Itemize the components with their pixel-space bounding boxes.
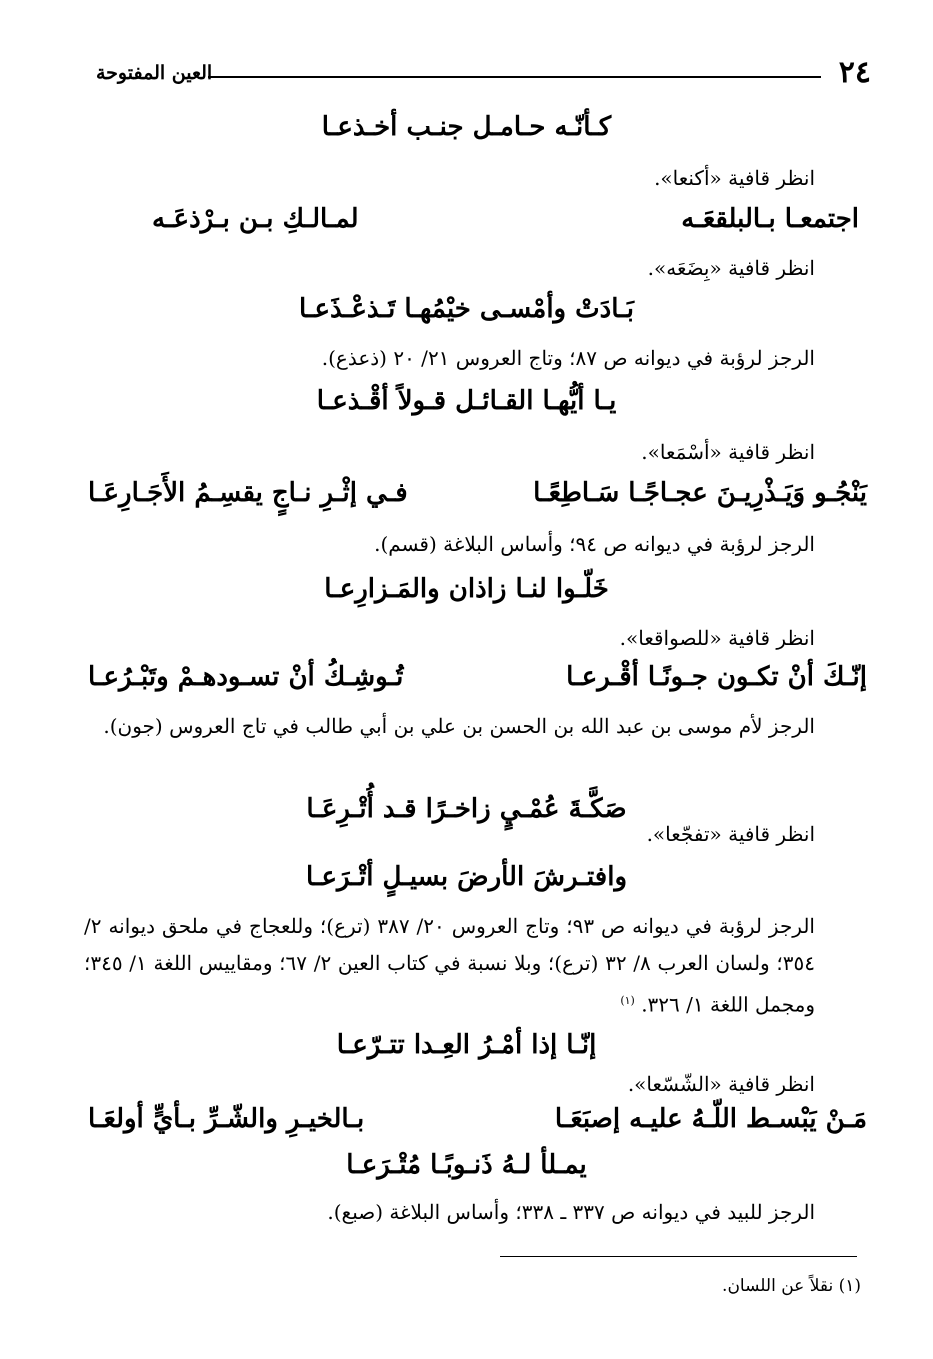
page-header	[96, 56, 871, 90]
note-line: انظر قافية «للصواقعا».	[619, 626, 815, 650]
verse-line: صَكَّـةَ عُمْـيٍ زاخـرًا قـد أُتْـرِعَـا	[306, 794, 627, 824]
verse-line: بَـادَتْ وأمْسـى خيْمُهـا تَـذعْـذَعـا	[299, 294, 634, 324]
verse-hemistich-right: إنّـكَ أنْ تكـون جـونًـا أقْـرعـا	[566, 662, 867, 692]
verse-line: وافتـرشَ الأرضَ بسيـلٍ أتْـرَعـا	[305, 862, 628, 892]
verse-hemistich-left: لمـالـكِ بـن بـرْذعَـه	[152, 204, 359, 234]
note-line: الرجز لرؤبة في ديوانه ص ٩٤؛ وأساس البلاغة (قسم).	[374, 532, 815, 556]
verse-line: كـأنّـه حـامـل جنـب أخـذعـا	[321, 112, 612, 142]
verse-line: يـا أيُّهـا القـائـل قـولاً أقْـذعـا	[316, 386, 617, 416]
page-number: ٢٤	[838, 55, 871, 90]
verse-hemistich-right: اجتمعـا بـالبلقعَـه	[681, 204, 859, 234]
note-line: انظر قافية «تفجّعا».	[646, 822, 815, 846]
verse-line: إنّـا إذا أمْـرُ العِـدا تتـرّعـا	[336, 1030, 597, 1060]
verse-line: يمـلأ لـهُ ذَنـوبًـا مُتْـرَعـا	[346, 1150, 587, 1180]
note-paragraph	[84, 908, 815, 1024]
footnote: (١) نقلاً عن اللسان.	[722, 1276, 861, 1296]
header-rule	[208, 76, 821, 78]
note-line: انظر قافية «أسْمَعا».	[641, 440, 815, 464]
note-line: الرجز لرؤبة في ديوانه ص ٨٧؛ وتاج العروس ٢١/ ٢٠ (ذعذع).	[321, 346, 815, 370]
note-line: الرجز للبيد في ديوانه ص ٣٣٧ ـ ٣٣٨؛ وأساس البلاغة (صبع).	[327, 1200, 815, 1224]
verse-hemistich-left: فـي إثْـرِ نـاجٍ يقسِـمُ الأَجَـارِعَـا	[88, 478, 408, 508]
verse-hemistich-left: تُـوشِـكُ أنْ تسـودهـمْ وتَبْـرُعـا	[88, 662, 404, 692]
note-paragraph: الرجز لأم موسى بن عبد الله بن الحسن بن علي بن أبي طالب في تاج العروس (جون).	[103, 714, 815, 738]
note-line: انظر قافية «الشّسّعا».	[627, 1072, 815, 1096]
note-line: انظر قافية «بِضَعَه».	[647, 256, 815, 280]
note-text: الرجز لرؤبة في ديوانه ص ٩٣؛ وتاج العروس ٢٠/ ٣٨٧ (ترع)؛ وللعجاج في ملحق ديوانه ٢/ ٣٥٤؛ ولسان العرب ٨/ ٣٢ (ترع)؛ وبلا نسبة في كتاب العين ٢/ ٦٧؛ ومقاييس اللغة ١/ ٣٤٥؛ ومجمل اللغة ١/ ٣٢٦.	[84, 914, 815, 1017]
footnote-rule	[500, 1256, 857, 1257]
verse-line: خَلّـوا لنـا زاذان والمَـزارِعـا	[324, 574, 609, 604]
verse-hemistich-right: مَـنْ يَبْسـط اللّـهُ عليـه إصبَعَـا	[554, 1104, 867, 1134]
verse-hemistich-left: بـالخيـرِ والشّـرِّ بـأيٍّ أولعَـا	[88, 1104, 365, 1134]
note-line: انظر قافية «أكنعا».	[654, 166, 815, 190]
verse-hemistich-right: يَنْجُـو وَيَـذْرِيـنَ عجـاجًـا سَـاطِعًـا	[533, 478, 867, 508]
running-title: العين المفتوحة	[96, 62, 213, 84]
footnote-reference: (١)	[620, 994, 635, 1007]
